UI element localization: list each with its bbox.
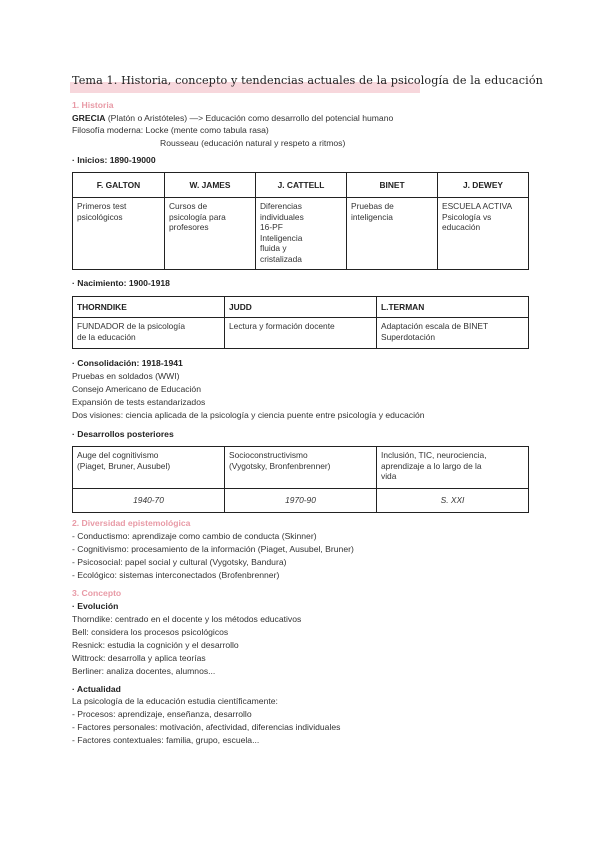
table-cell: Adaptación escala de BINET Superdotación [377,318,529,349]
list-item: Pruebas en soldados (WWI) [72,371,180,381]
list-item: - Factores personales: motivación, afectividad, diferencias individuales [72,722,341,732]
table-header: L.TERMAN [377,297,529,318]
title-block [72,74,543,87]
section-heading-diversidad: 2. Diversidad epistemológica [72,518,191,528]
table-cell: Lectura y formación docente [225,318,377,349]
table-header: J. DEWEY [438,173,529,198]
table-row [73,447,529,489]
list-item: La psicología de la educación estudia científicamente: [72,696,278,706]
grecia-text: (Platón o Aristóteles) —> Educación como desarrollo del potencial humano [105,113,394,123]
table-cell: Primeros test psicológicos [73,198,165,270]
list-item: - Procesos: aprendizaje, enseñanza, desarrollo [72,709,252,719]
list-item: Resnick: estudia la cognición y el desarrollo [72,640,239,650]
year-cell: 1970-90 [225,489,377,513]
list-item: Dos visiones: ciencia aplicada de la psicología y ciencia puente entre psicología y educación [72,410,425,420]
consolidacion-heading: · Consolidación: 1918-1941 [72,358,183,368]
table-row [73,198,529,270]
table-cell: Cursos de psicología para profesores [165,198,256,270]
section-heading-historia: 1. Historia [72,100,114,110]
table-cell: FUNDADOR de la psicología de la educación [73,318,225,349]
list-item: - Ecológico: sistemas interconectados (Brofenbrenner) [72,570,280,580]
table-cell: Auge del cognitivismo (Piaget, Bruner, Ausubel) [73,447,225,489]
list-item: - Conductismo: aprendizaje como cambio de conducta (Skinner) [72,531,317,541]
grecia-line [72,113,393,124]
year-cell: 1940-70 [73,489,225,513]
table-row [73,318,529,349]
table-header: JUDD [225,297,377,318]
table-cell: Socioconstructivismo (Vygotsky, Bronfenbrenner) [225,447,377,489]
table-row [73,489,529,513]
list-item: Bell: considera los procesos psicológicos [72,627,229,637]
list-item: Thorndike: centrado en el docente y los métodos educativos [72,614,302,624]
evolucion-heading: · Evolución [72,601,119,611]
inicios-table [72,172,529,270]
nacimiento-table [72,296,529,349]
table-header: THORNDIKE [73,297,225,318]
table-cell: ESCUELA ACTIVA Psicología vs educación [438,198,529,270]
rousseau-line: Rousseau (educación natural y respeto a ritmos) [160,138,346,148]
section-heading-concepto: 3. Concepto [72,588,122,598]
table-cell: Inclusión, TIC, neurociencia, aprendizaje a lo largo de la vida [377,447,529,489]
list-item: - Cognitivismo: procesamiento de la información (Piaget, Ausubel, Bruner) [72,544,354,554]
grecia-label: GRECIA [72,113,106,123]
table-cell: Diferencias individuales 16-PF Inteligencia fluida y cristalizada [256,198,347,270]
list-item: - Psicosocial: papel social y cultural (Vygotsky, Bandura) [72,557,287,567]
filosofia-line: Filosofía moderna: Locke (mente como tabula rasa) [72,125,269,135]
desarrollos-table [72,446,529,513]
table-header: W. JAMES [165,173,256,198]
desarrollos-heading: · Desarrollos posteriores [72,429,174,439]
year-cell: S. XXI [377,489,529,513]
inicios-heading: · Inicios: 1890-19000 [72,155,156,165]
page-title: Tema 1. Historia, concepto y tendencias actuales de la psicología de la educación [72,74,543,87]
table-cell: Pruebas de inteligencia [347,198,438,270]
list-item: Expansión de tests estandarizados [72,397,206,407]
actualidad-heading: · Actualidad [72,684,121,694]
nacimiento-heading: · Nacimiento: 1900-1918 [72,278,170,288]
table-header-row [73,297,529,318]
list-item: - Factores contextuales: familia, grupo, escuela... [72,735,260,745]
list-item: Berliner: analiza docentes, alumnos... [72,666,216,676]
table-header: BINET [347,173,438,198]
table-header: J. CATTELL [256,173,347,198]
table-header: F. GALTON [73,173,165,198]
table-header-row [73,173,529,198]
list-item: Consejo Americano de Educación [72,384,201,394]
list-item: Wittrock: desarrolla y aplica teorías [72,653,206,663]
